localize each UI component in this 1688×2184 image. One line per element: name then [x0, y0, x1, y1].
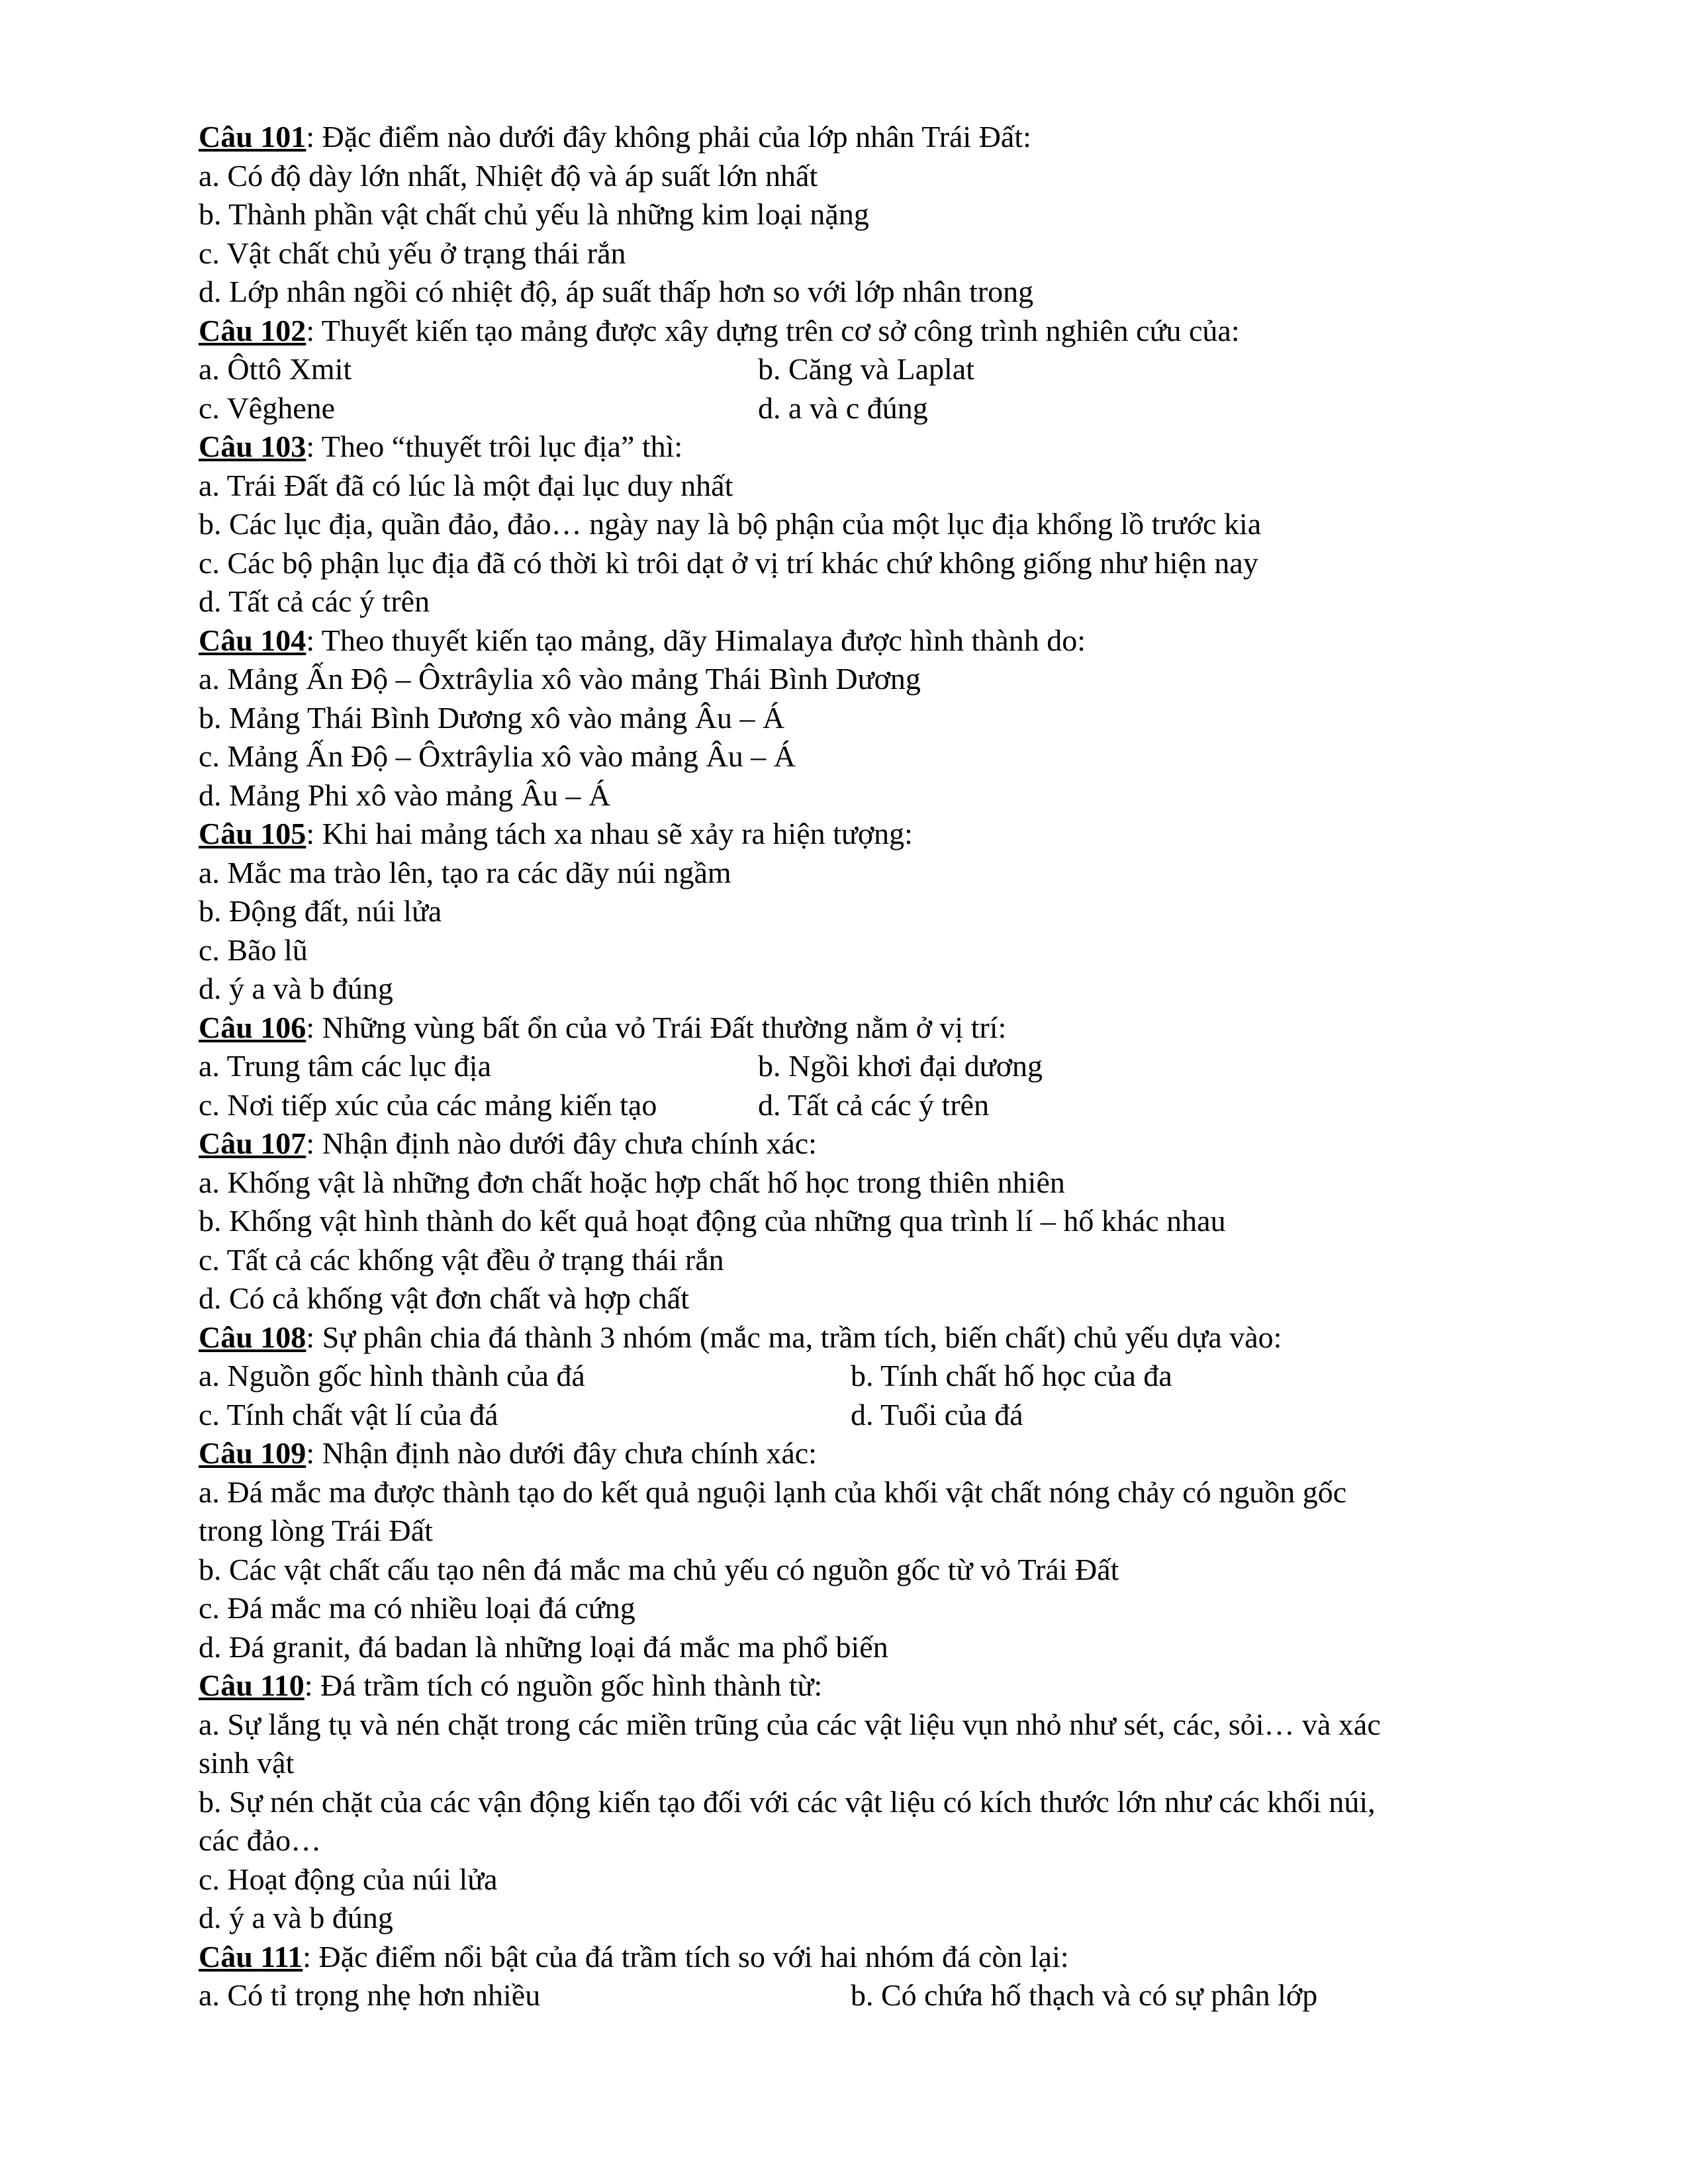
question-text: : Đặc điểm nổi bật của đá trầm tích so với hai nhóm đá còn lại:	[303, 1939, 1069, 1974]
answer-option: c. Vật chất chủ yếu ở trạng thái rắn	[199, 236, 626, 270]
answer-option: a. Sự lắng tụ và nén chặt trong các miền trũng của các vật liệu vụn nhỏ như sét, các, sỏi… và xác	[199, 1707, 1381, 1741]
question-stem	[199, 1938, 1523, 1977]
answer-option: a. Mắc ma trào lên, tạo ra các dãy núi ngầm	[199, 855, 731, 889]
question-109	[199, 1434, 1523, 1666]
question-text: : Nhận định nào dưới đây chưa chính xác:	[306, 1436, 817, 1470]
answer-option: a. Khống vật là những đơn chất hoặc hợp chất hố học trong thiên nhiên	[199, 1165, 1065, 1199]
answer-option: b. Khống vật hình thành do kết quả hoạt động của những qua trình lí – hố khác nhau	[199, 1204, 1226, 1238]
answer-row	[199, 1047, 1523, 1086]
answer-option: b. Tính chất hố học của đa	[851, 1359, 1172, 1392]
answer-option: c. Vêghene	[199, 390, 336, 425]
answer-option: a. Trái Đất đã có lúc là một đại lục duy nhất	[199, 468, 733, 502]
question-number: Câu 110	[199, 1668, 305, 1702]
answer-option: c. Các bộ phận lục địa đã có thời kì trôi dạt ở vị trí khác chứ không giống như hiện nay	[199, 545, 1258, 580]
answer-option: c. Tất cả các khống vật đều ở trạng thái rắn	[199, 1242, 724, 1277]
answer-row	[199, 389, 1523, 428]
question-105	[199, 815, 1523, 1009]
question-text: : Những vùng bất ổn của vỏ Trái Đất thường nằm ở vị trí:	[306, 1010, 1007, 1044]
question-text: : Thuyết kiến tạo mảng được xây dựng trên cơ sở công trình nghiên cứu của:	[306, 313, 1240, 347]
answer-option: b. Động đất, núi lửa	[199, 894, 442, 928]
answer-option: d. ý a và b đúng	[199, 972, 393, 1005]
question-text: : Theo “thuyết trôi lục địa” thì:	[306, 430, 683, 463]
question-101	[199, 118, 1523, 312]
answer-option: d. Tất cả các ý trên	[199, 584, 430, 618]
question-stem	[199, 1434, 1523, 1473]
question-number: Câu 109	[199, 1436, 306, 1470]
answer-option: d. ý a và b đúng	[199, 1901, 393, 1934]
question-number: Câu 103	[199, 430, 306, 463]
answer-option: c. Nơi tiếp xúc của các mảng kiến tạo	[199, 1087, 657, 1122]
question-111	[199, 1938, 1523, 2015]
question-text: : Đá trầm tích có nguồn gốc hình thành từ:	[304, 1668, 823, 1702]
question-stem	[199, 1124, 1523, 1163]
answer-row	[199, 1357, 1523, 1396]
answer-option: b. Ngồi khơi đại dương	[758, 1049, 1043, 1083]
answer-option: b. Mảng Thái Bình Dương xô vào mảng Âu – Á	[199, 700, 785, 735]
answer-option: d. Có cả khống vật đơn chất và hợp chất	[199, 1281, 690, 1315]
question-number: Câu 108	[199, 1320, 306, 1354]
answer-option: d. Đá granit, đá badan là những loại đá mắc ma phổ biến	[199, 1629, 888, 1664]
question-102	[199, 312, 1523, 428]
answer-option-continuation: sinh vật	[199, 1746, 295, 1780]
answer-option: c. Đá mắc ma có nhiều loại đá cứng	[199, 1591, 635, 1625]
answer-option: b. Các vật chất cấu tạo nên đá mắc ma chủ yếu có nguồn gốc từ vỏ Trái Đất	[199, 1552, 1119, 1586]
question-stem	[199, 815, 1523, 854]
question-text: : Sự phân chia đá thành 3 nhóm (mắc ma, trầm tích, biến chất) chủ yếu dựa vào:	[306, 1320, 1282, 1354]
question-stem	[199, 118, 1523, 157]
answer-option: b. Sự nén chặt của các vận động kiến tạo đối với các vật liệu có kích thước lớn như các khối núi,	[199, 1784, 1376, 1819]
question-number: Câu 107	[199, 1126, 306, 1160]
answer-option: c. Tính chất vật lí của đá	[199, 1397, 498, 1432]
answer-option: a. Nguồn gốc hình thành của đá	[199, 1359, 585, 1392]
question-number: Câu 102	[199, 313, 306, 347]
answer-option: a. Đá mắc ma được thành tạo do kết quả nguội lạnh của khối vật chất nóng chảy có nguồn gốc	[199, 1475, 1347, 1509]
answer-row	[199, 1976, 1523, 2015]
question-number: Câu 106	[199, 1010, 306, 1044]
question-text: : Khi hai mảng tách xa nhau sẽ xảy ra hiện tượng:	[306, 817, 913, 850]
question-stem	[199, 1666, 1523, 1706]
answer-option: d. Tất cả các ý trên	[758, 1087, 990, 1122]
answer-option: c. Mảng Ấn Độ – Ôxtrâylia xô vào mảng Âu – Á	[199, 739, 796, 773]
answer-option: d. Lớp nhân ngồi có nhiệt độ, áp suất thấp hơn so với lớp nhân trong	[199, 275, 1034, 308]
answer-row	[199, 350, 1523, 389]
answer-option: b. Thành phần vật chất chủ yếu là những kim loại nặng	[199, 197, 869, 231]
answer-option-continuation: trong lòng Trái Đất	[199, 1514, 433, 1547]
answer-option: c. Bão lũ	[199, 933, 308, 967]
answer-option: b. Các lục địa, quần đảo, đảo… ngày nay là bộ phận của một lục địa khổng lồ trước kia	[199, 507, 1262, 541]
answer-option: b. Căng và Laplat	[758, 352, 975, 386]
question-stem	[199, 1009, 1523, 1048]
answer-option: a. Có tỉ trọng nhẹ hơn nhiều	[199, 1978, 541, 2012]
answer-option: d. Mảng Phi xô vào mảng Âu – Á	[199, 778, 611, 812]
answer-option: a. Có độ dày lớn nhất, Nhiệt độ và áp suất lớn nhất	[199, 158, 818, 193]
answer-option: a. Trung tâm các lục địa	[199, 1049, 492, 1083]
answer-option: c. Hoạt động của núi lửa	[199, 1862, 498, 1896]
question-stem	[199, 1318, 1523, 1357]
question-110	[199, 1666, 1523, 1938]
question-number: Câu 101	[199, 120, 306, 154]
answer-option-continuation: các đảo…	[199, 1823, 322, 1857]
question-108	[199, 1318, 1523, 1435]
answer-option: d. Tuổi của đá	[851, 1397, 1023, 1432]
question-number: Câu 105	[199, 817, 306, 850]
question-list	[199, 118, 1523, 2015]
question-number: Câu 104	[199, 623, 306, 657]
answer-option: a. Mảng Ấn Độ – Ôxtrâylia xô vào mảng Thái Bình Dương	[199, 662, 921, 696]
answer-option: a. Ôttô Xmit	[199, 352, 352, 386]
answer-row	[199, 1086, 1523, 1125]
answer-option: b. Có chứa hố thạch và có sự phân lớp	[851, 1978, 1318, 2012]
question-stem	[199, 621, 1523, 660]
question-text: : Theo thuyết kiến tạo mảng, dãy Himalaya được hình thành do:	[306, 623, 1086, 657]
answer-row	[199, 1396, 1523, 1435]
question-107	[199, 1124, 1523, 1318]
question-104	[199, 621, 1523, 815]
question-number: Câu 111	[199, 1939, 303, 1974]
question-text: : Nhận định nào dưới đây chưa chính xác:	[306, 1126, 817, 1160]
question-stem	[199, 428, 1523, 467]
answer-option: d. a và c đúng	[758, 390, 928, 425]
question-stem	[199, 312, 1523, 351]
question-text: : Đặc điểm nào dưới đây không phải của lớp nhân Trái Đất:	[306, 120, 1031, 154]
question-106	[199, 1009, 1523, 1125]
question-103	[199, 428, 1523, 621]
